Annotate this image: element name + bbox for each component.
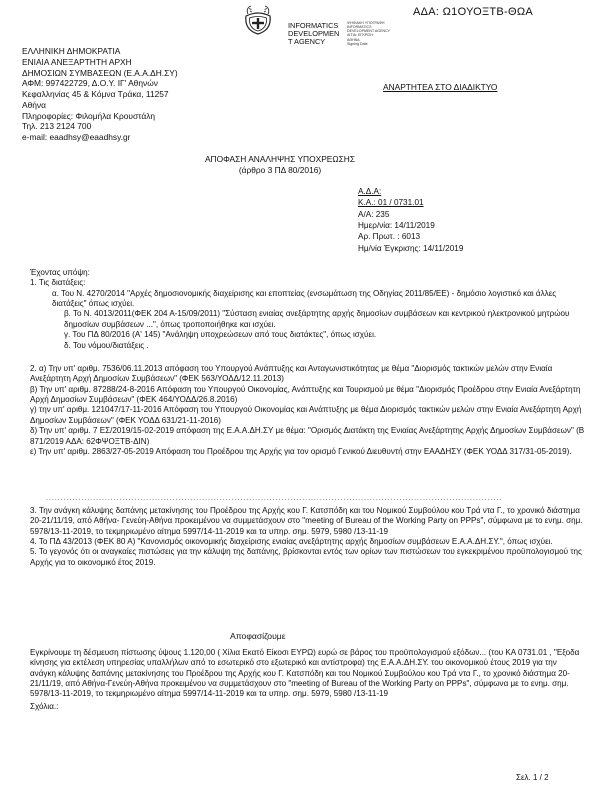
dotted-separator: ........................................................................................................................................................... bbox=[46, 495, 503, 502]
issuer-line: Τηλ. 213 2124 700 bbox=[22, 121, 92, 132]
decide-heading: Αποφασίζουμε bbox=[230, 631, 286, 641]
ref-ada: Α.Δ.Α: bbox=[358, 187, 382, 196]
considering-item: 1. Τις διατάξεις: bbox=[30, 278, 86, 288]
ref-approval-date: Ημ/νία Έγκρισης: 14/11/2019 bbox=[358, 243, 464, 253]
informatics-line: T AGENCY bbox=[288, 37, 326, 47]
items-section bbox=[30, 506, 585, 568]
reference-block bbox=[358, 186, 463, 254]
signature-line: ΑΘΗΝΑ bbox=[347, 37, 360, 42]
title-subtitle: (άρθρο 3 ΠΔ 80/2016) bbox=[238, 164, 322, 175]
considering-item: β. Το Ν. 4013/2011(ΦΕΚ 204 Α-15/09/2011) "Σύσταση ενιαίας ανεξάρτητης αρχής δημοσίων συμβάσεων και κεντρικού ηλεκτρονικού μητρώου δημοσίων συμβάσεων ...", όπως τροποποιήθηκε και ισχύει. bbox=[64, 309, 570, 329]
decision-item: 2. α) Την υπ' αριθμ. 7536/06.11.2013 απόφαση του Υπουργού Ανάπτυξης και Ανταγωνιστικότητας με θέμα "Διορισμός τακτικών μελών στην Ενιαία Ανεξάρτητη Αρχή Δημοσίων Συμβάσεων" (ΦΕΚ 563/ΥΟΔΔ/12.11.2013) bbox=[30, 364, 553, 384]
greek-seal-icon bbox=[243, 4, 273, 37]
informatics-agency bbox=[288, 22, 339, 46]
issuer-block bbox=[22, 46, 178, 143]
issuer-line: Αθήνα bbox=[22, 99, 46, 110]
list-item: 3. Την ανάγκη κάλυψης δαπάνης μετακίνησης του Προέδρου της Αρχής κου Γ. Κατσπόδη και του Νομικού Συμβούλου κου Τρά ντα Γ., το χρονικό διάστημα 20-21/11/19, από Αθήνα- Γενεύη-Αθήνα προκειμένου να συμμετάσχουν στο "meeting of Bureau of the Working Party on PPPs", σύμφωνα με το ενημ. σημ. 5978/13-11-2019, το τεκμηριωμένο αίτημα 5997/14-11-2019 και τα υπηρ. σημ. 5979, 5980 /13-11-19 bbox=[30, 506, 583, 536]
ref-ka: Κ.Α.: 01 / 0731.01 bbox=[358, 198, 424, 208]
issuer-line: Πληροφορίες: Φιλομήλα Κρουστάλη bbox=[22, 110, 156, 121]
page-number: Σελ. 1 / 2 bbox=[516, 773, 549, 782]
signature-line: Signing Date bbox=[347, 41, 368, 46]
issuer-email: e-mail: eaadhsy@eaadhsy.gr bbox=[22, 132, 131, 142]
decision-item: γ) την υπ' αριθμ. 121047/17-11-2016 Απόφαση του Υπουργού Οικονομίας και Ανάπτυξης με θέμα Διορισμός τακτικών μελών στην Ενιαία Ανεξάρτητη Αρχή Δημοσίων Συμβάσεων" (ΦΕΚ ΥΟΔΔ 631/21-11-2016) bbox=[30, 405, 582, 425]
issuer-line: Κεφαλληνίας 45 & Κόμνα Τράκα, 11257 bbox=[22, 89, 169, 99]
informatics-line: INFORMATICS bbox=[288, 21, 339, 30]
issuer-line: ΕΝΙΑΙΑ ΑΝΕΞΑΡΤΗΤΗ ΑΡΧΗ bbox=[22, 56, 132, 67]
signature-line: ΨΗΦΙΑΚΗ ΥΠΟΓΡΑΦΗ bbox=[347, 21, 385, 25]
considering-item: α. Του Ν. 4270/2014 "Αρχές δημοσιονομικής διαχείρισης και εποπτείας (ενσωμάτωση της Οδηγίας 2011/85/ΕΕ) - δημόσιο λογιστικό και άλλες διατάξεις" όπως ισχύει. bbox=[52, 288, 557, 309]
signature-line: ΑΙΤΙΑ: ΕΓΚΡΙΣΗ bbox=[347, 33, 373, 38]
informatics-line: DEVELOPMEN bbox=[288, 29, 340, 39]
document-title bbox=[160, 154, 400, 176]
considering-item: δ. Του νόμου/διατάξεις . bbox=[64, 340, 149, 350]
considering-section bbox=[30, 268, 585, 351]
issuer-line: ΑΦΜ: 997422729, Δ.Ο.Υ. ΙΓ' Αθηνών bbox=[22, 78, 158, 89]
digital-signature-block bbox=[347, 21, 407, 46]
considering-heading: Έχοντας υπόψη: bbox=[30, 268, 90, 277]
signature-line: DEVELOPMENT AGENCY bbox=[347, 29, 391, 34]
considering-item: γ. Του ΠΔ 80/2016 (Α' 145) "Ανάληψη υποχρεώσεων από τους διατάκτες", όπως ισχύει. bbox=[64, 330, 377, 340]
title-main: ΑΠΟΦΑΣΗ ΑΝΑΛΗΨΗΣ ΥΠΟΧΡΕΩΣΗΣ bbox=[204, 154, 356, 164]
comments-label: Σχόλια.: bbox=[30, 701, 59, 711]
ref-protocol: Αρ. Πρωτ. : 6013 bbox=[358, 232, 421, 242]
decisions-section bbox=[30, 364, 585, 457]
approval-section bbox=[30, 648, 585, 712]
internet-posting-label: ΑΝΑΡΤΗΤΕΑ ΣΤΟ ΔΙΑΔΙΚΤΥΟ bbox=[383, 82, 498, 92]
issuer-line: ΔΗΜΟΣΙΩΝ ΣΥΜΒΑΣΕΩΝ (Ε.Α.Α.ΔΗ.ΣΥ) bbox=[22, 67, 178, 78]
signature-line: INFORMATICS bbox=[347, 25, 372, 30]
decision-item: δ) Την υπ' αριθμ. 7 ΕΣ/2019/15-02-2019 απόφαση της Ε.Α.Α.ΔΗ.ΣΥ με θέμα: "Ορισμός Διατάκτη της Ενιαίας Ανεξάρτητης Αρχής Δημοσίων Συμβάσεων" (Β 871/2019 ΑΔΑ: 62ΦΨΟΞΤΒ-ΔΙΝ) bbox=[30, 426, 585, 446]
list-item: 4. Το ΠΔ 43/2013 (ΦΕΚ 80 Α) "Κανονισμός οικονομικής διαχείρισης ενιαίας ανεξάρτητης αρχής δημοσίων συμβάσεων Ε.Α.Α.ΔΗ.ΣΥ.", όπως ισχύει. bbox=[30, 537, 553, 547]
decision-item: β) Την υπ' αριθμ. 87288/24-8-2016 Απόφαση του Υπουργού Οικονομίας, Ανάπτυξης και Τουρισμού με θέμα "Διορισμός Προέδρου στην Ενιαία Ανεξάρτητη Αρχή Δημοσίων Συμβάσεων" (ΦΕΚ 464/ΥΟΔΔ/26.8.2016) bbox=[30, 384, 581, 405]
ada-code: ΑΔΑ: Ω1ΟΥΟΞΤΒ-ΘΩΑ bbox=[413, 6, 534, 18]
ref-date: Ημερ/νία: 14/11/2019 bbox=[358, 220, 435, 230]
issuer-line: ΕΛΛΗΝΙΚΗ ΔΗΜΟΚΡΑΤΙΑ bbox=[22, 46, 121, 56]
list-item: 5. Το γεγονός ότι οι αναγκαίες πιστώσεις για την κάλυψη της δαπάνης, βρίσκονται εντός των ορίων των πιστώσεων του εγκεκριμένου προϋπολογισμού της Αρχής για το οικονομικό έτος 2019. bbox=[30, 547, 582, 567]
decision-item: ε) Την υπ' αριθμ. 2863/27-05-2019 Απόφαση του Προέδρου της Αρχής για τον ορισμό Γενικού Διευθυντή στην ΕΑΑΔΗΣΥ (ΦΕΚ ΥΟΔΔ 317/31-05-2019). bbox=[30, 446, 572, 456]
approval-text: Εγκρίνουμε τη δέσμευση πίστωσης ύψους 1.120,00 ( Χίλια Εκατό Είκοσι ΕΥΡΩ) ευρώ σε βάρος του προϋπολογισμού εξόδων... (του ΚΑ 0731.01 , "Εξοδα κίνησης για εκτέλεση υπηρεσίας υπαλλήλων από το εσωτερικό στο εξωτερικό και αντίστροφα) της Ε.Α.Α.ΔΗ.ΣΥ. του οικονομικού έτους 2019 για την ανάγκη κάλυψης δαπάνης μετακίνησης του Προέδρου της Αρχής κου Γ. Κατσπόδη και του Νομικού Συμβούλου κου Τρά ντα Γ., το χρονικό διάστημα 20-21/11/19, από Αθήνα-Γενεύη-Αθήνα προκειμένου να συμμετάσχουν στο "meeting of Bureau of the Working Party on PPPs", σύμφωνα με το ενημ. σημ. 5978/13-11-2019, το τεκμηριωμένο αίτημα 5997/14-11-2019 και τα υπηρ. σημ. 5979, 5980 /13-11-19 bbox=[30, 648, 580, 699]
ref-aa: Α/Α: 235 bbox=[358, 209, 390, 219]
